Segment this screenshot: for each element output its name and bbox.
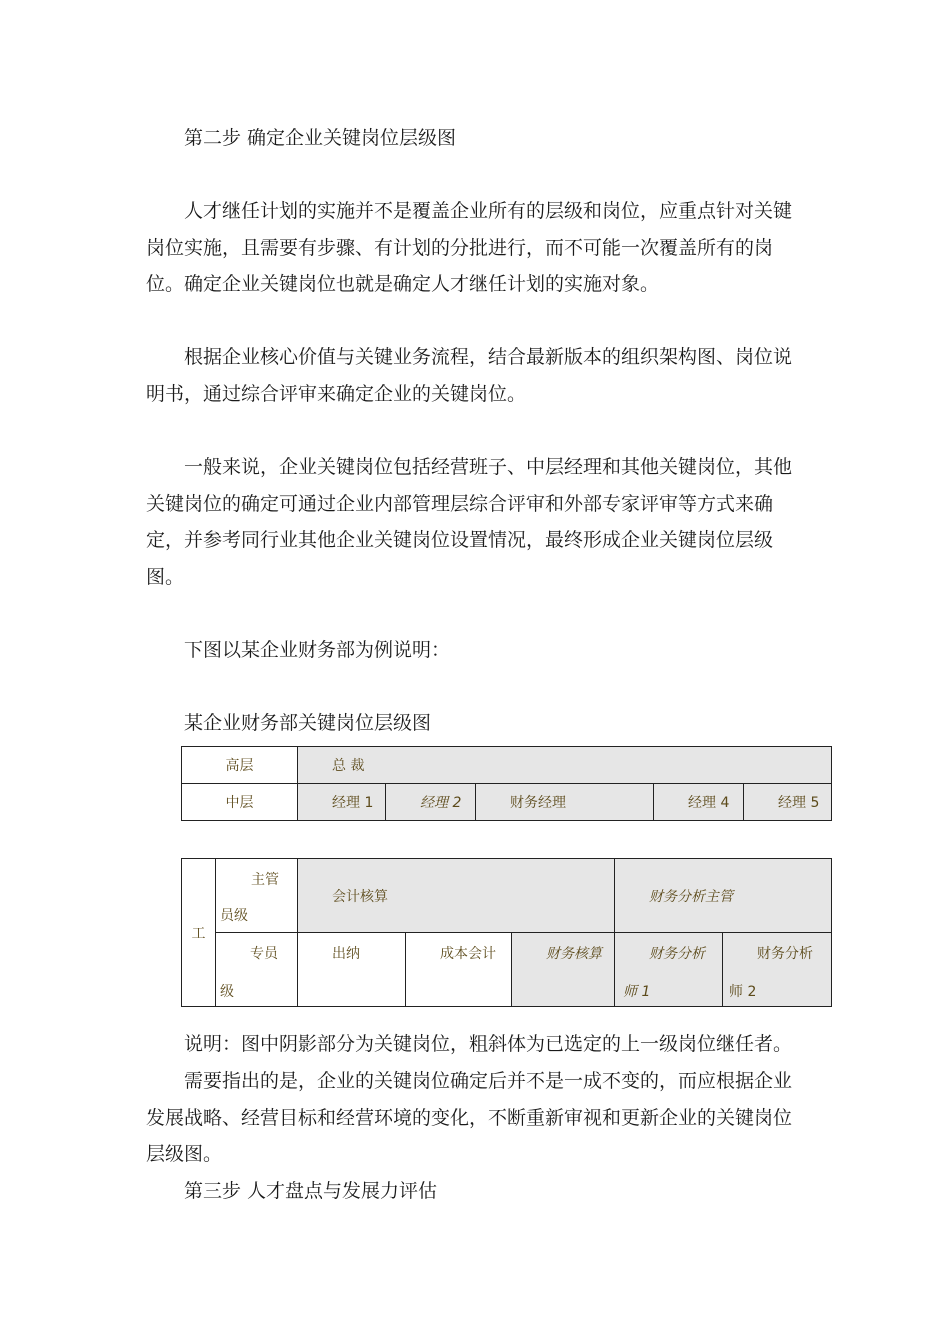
cost-accountant-cell [406, 933, 512, 1007]
paragraph-line: 定，并参考同行业其他企业关键岗位设置情况，最终形成企业关键岗位层级 [146, 529, 774, 551]
financial-analyst-2-cell [723, 933, 832, 1007]
paragraph-line: 下图以某企业财务部为例说明： [184, 639, 451, 661]
paragraph-line: 明书，通过综合评审来确定企业的关键岗位。 [146, 382, 527, 405]
manager-5-cell: 经理 5 [744, 784, 832, 821]
hierarchy-table-upper [181, 746, 831, 821]
note-text: 说明：图中阴影部分为关键岗位，粗斜体为已选定的上一级岗位继任者。 [184, 1033, 793, 1055]
paragraph-1 [146, 193, 806, 303]
financial-accounting-cell [512, 933, 615, 1007]
staff-label-top: 专员 [250, 946, 278, 962]
financial-analyst-2-top: 财务分析 [757, 946, 814, 962]
step2-heading-text: 第二步 确定企业关键岗位层级图 [184, 127, 457, 149]
manager-1-cell: 经理 1 [298, 784, 386, 821]
manager-4-cell: 经理 4 [654, 784, 744, 821]
paragraph-2 [146, 339, 806, 412]
table-note [146, 1026, 806, 1063]
financial-accounting-text: 财务核算 [546, 946, 602, 962]
paragraph-line: 一般来说，企业关键岗位包括经营班子、中层经理和其他关键岗位，其他 [184, 456, 793, 478]
step3-heading-text: 第三步 人才盘点与发展力评估 [184, 1180, 438, 1202]
paragraph-line: 人才继任计划的实施并不是覆盖企业所有的层级和岗位，应重点针对关键 [184, 200, 793, 222]
financial-analyst-1-bottom: 师 1 [623, 984, 651, 1000]
table-caption [146, 705, 806, 742]
senior-president-cell: 总 裁 [298, 747, 832, 784]
paragraph-line: 发展战略、经营目标和经营环境的变化，不断重新审视和更新企业的关键岗位 [146, 1106, 793, 1129]
senior-label: 高层 [182, 747, 298, 784]
financial-analyst-1-cell [615, 933, 723, 1007]
paragraph-line: 层级图。 [146, 1143, 223, 1165]
finance-manager-cell: 财务经理 [476, 784, 654, 821]
step3-heading [146, 1173, 806, 1210]
manager-2-cell: 经理 2 [386, 784, 476, 821]
hierarchy-table-lower [181, 858, 831, 1006]
financial-analyst-1-top: 财务分析 [649, 946, 706, 962]
paragraph-line: 岗位实施，且需要有步骤、有计划的分批进行，而不可能一次覆盖所有的岗 [146, 236, 774, 259]
paragraph-line: 关键岗位的确定可通过企业内部管理层综合评审和外部专家评审等方式来确 [146, 492, 774, 515]
paragraph-3 [146, 449, 806, 595]
staff-level-label [216, 933, 298, 1007]
cost-accountant-text: 成本会计 [440, 946, 496, 962]
staff-label-bottom: 级 [220, 984, 234, 1000]
paragraph-line: 图。 [146, 565, 185, 588]
cashier-text: 出纳 [332, 946, 360, 962]
accounting-cell: 会计核算 [298, 859, 615, 933]
financial-analysis-supervisor-cell: 财务分析主管 [615, 859, 832, 933]
paragraph-4 [146, 632, 806, 669]
caption-text: 某企业财务部关键岗位层级图 [184, 712, 432, 734]
paragraph-line: 根据企业核心价值与关键业务流程，结合最新版本的组织架构图、岗位说 [184, 346, 793, 368]
cashier-cell [298, 933, 406, 1007]
paragraph-line: 位。确定企业关键岗位也就是确定人才继任计划的实施对象。 [146, 273, 660, 295]
paragraph-line: 需要指出的是，企业的关键岗位确定后并不是一成不变的，而应根据企业 [184, 1070, 793, 1092]
paragraph-5 [146, 1063, 806, 1173]
supervisor-label-top: 主管 [251, 872, 279, 888]
supervisor-level-label [216, 859, 298, 933]
step2-heading [146, 120, 806, 157]
employee-side-label: 工 [182, 859, 216, 1007]
financial-analyst-2-bottom: 师 2 [729, 984, 757, 1000]
middle-label: 中层 [182, 784, 298, 821]
supervisor-label-bottom: 员级 [220, 908, 248, 924]
